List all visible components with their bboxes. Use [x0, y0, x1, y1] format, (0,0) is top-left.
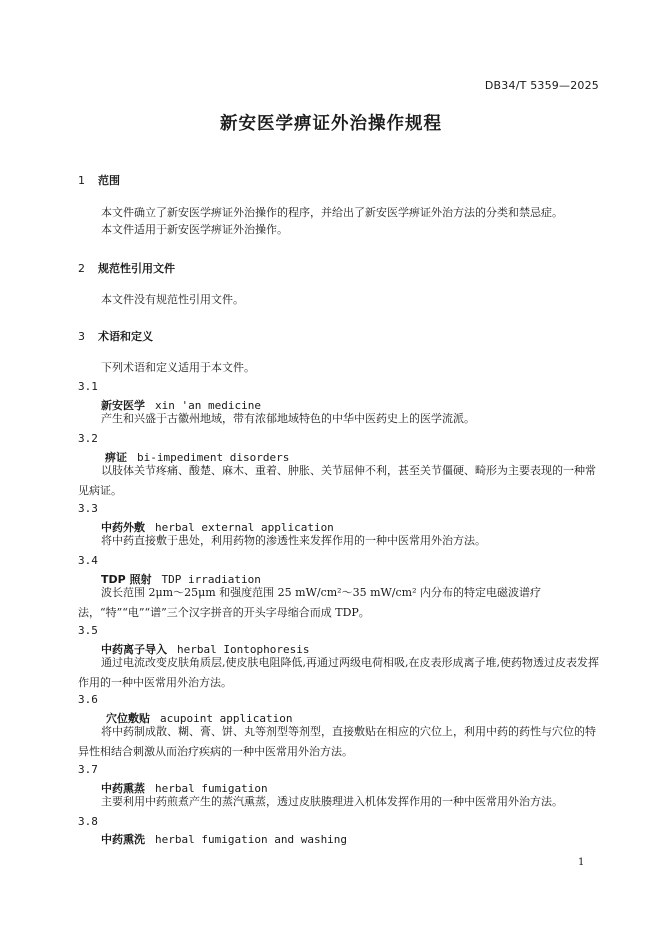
section-2-heading [78, 260, 175, 276]
clause-number: 3.7 [78, 763, 98, 776]
clause-number: 3.5 [78, 624, 98, 637]
section-title: 范围 [98, 174, 120, 187]
term-english: bi-impediment disorders [137, 451, 290, 464]
references-paragraph: 本文件没有规范性引用文件。 [101, 293, 244, 306]
section-1-heading [78, 172, 120, 188]
term-definition: 波长范围 2μm～25μm 和强度范围 25 mW/cm²～35 mW/cm² 内分布的特定电磁波谱疗法，“特”“电”“谱”三个汉字拼音的开头字母缩合而成 TDP。 [78, 586, 542, 619]
term-definition: 通过电流改变皮肤角质层,使皮肤电阻降低,再通过两级电荷相吸,在皮表形成离子堆,使药物透过皮表发挥作用的一种中医常用外治方法。 [78, 656, 599, 689]
term-heading [101, 831, 347, 847]
clause-number: 3.2 [78, 432, 98, 445]
clause-number: 3.8 [78, 815, 98, 828]
term-definition: 产生和兴盛于古徽州地域，带有浓郁地域特色的中华中医药史上的医学流派。 [101, 412, 475, 425]
page-number: 1 [578, 857, 585, 868]
term-definition: 主要利用中药煎煮产生的蒸汽熏蒸，透过皮肤腠理进入机体发挥作用的一种中医常用外治方法。 [101, 795, 563, 808]
term-chinese: 痹证 [105, 451, 127, 464]
section-title: 术语和定义 [98, 330, 153, 343]
section-title: 规范性引用文件 [98, 262, 175, 275]
term-chinese: 新安医学 [101, 399, 145, 412]
scope-paragraph-1: 本文件确立了新安医学痹证外治操作的程序，并给出了新安医学痹证外治方法的分类和禁忌症。 [101, 206, 563, 219]
clause-number: 3.3 [78, 502, 98, 515]
term-english: TDP irradiation [161, 573, 261, 586]
term-definition: 将中药制成散、糊、膏、饼、丸等剂型等剂型，直接敷贴在相应的穴位上，利用中药的药性与穴位的特异性相结合刺激从而治疗疾病的一种中医常用外治方法。 [78, 725, 596, 758]
section-number: 2 [78, 262, 85, 275]
section-number: 1 [78, 174, 85, 187]
term-chinese: 穴位敷贴 [106, 712, 150, 725]
section-3-heading [78, 328, 153, 344]
term-chinese: 中药熏蒸 [101, 782, 145, 795]
clause-number: 3.1 [78, 380, 98, 393]
term-english: xin 'an medicine [155, 399, 261, 412]
page-title: 新安医学痹证外治操作规程 [220, 114, 442, 134]
term-chinese: 中药熏洗 [101, 833, 145, 846]
term-chinese: TDP 照射 [101, 573, 152, 586]
scope-paragraph-2: 本文件适用于新安医学痹证外治操作。 [101, 223, 288, 236]
definitions-intro: 下列术语和定义适用于本文件。 [101, 361, 255, 374]
term-english: acupoint application [160, 712, 293, 725]
term-english: herbal fumigation and washing [155, 833, 348, 846]
standard-number: DB34/T 5359—2025 [484, 79, 599, 92]
term-english: herbal external application [155, 521, 334, 534]
term-chinese: 中药离子导入 [101, 643, 167, 656]
term-english: herbal Iontophoresis [177, 643, 310, 656]
term-definition: 以肢体关节疼痛、酸楚、麻木、重着、肿胀、关节屈伸不利，甚至关节僵硬、畸形为主要表现的一种常见病证。 [78, 464, 596, 497]
section-number: 3 [78, 330, 85, 343]
term-definition: 将中药直接敷于患处，利用药物的渗透性来发挥作用的一种中医常用外治方法。 [101, 534, 486, 547]
clause-number: 3.6 [78, 693, 98, 706]
clause-number: 3.4 [78, 554, 98, 567]
term-chinese: 中药外敷 [101, 521, 145, 534]
term-english: herbal fumigation [155, 782, 268, 795]
